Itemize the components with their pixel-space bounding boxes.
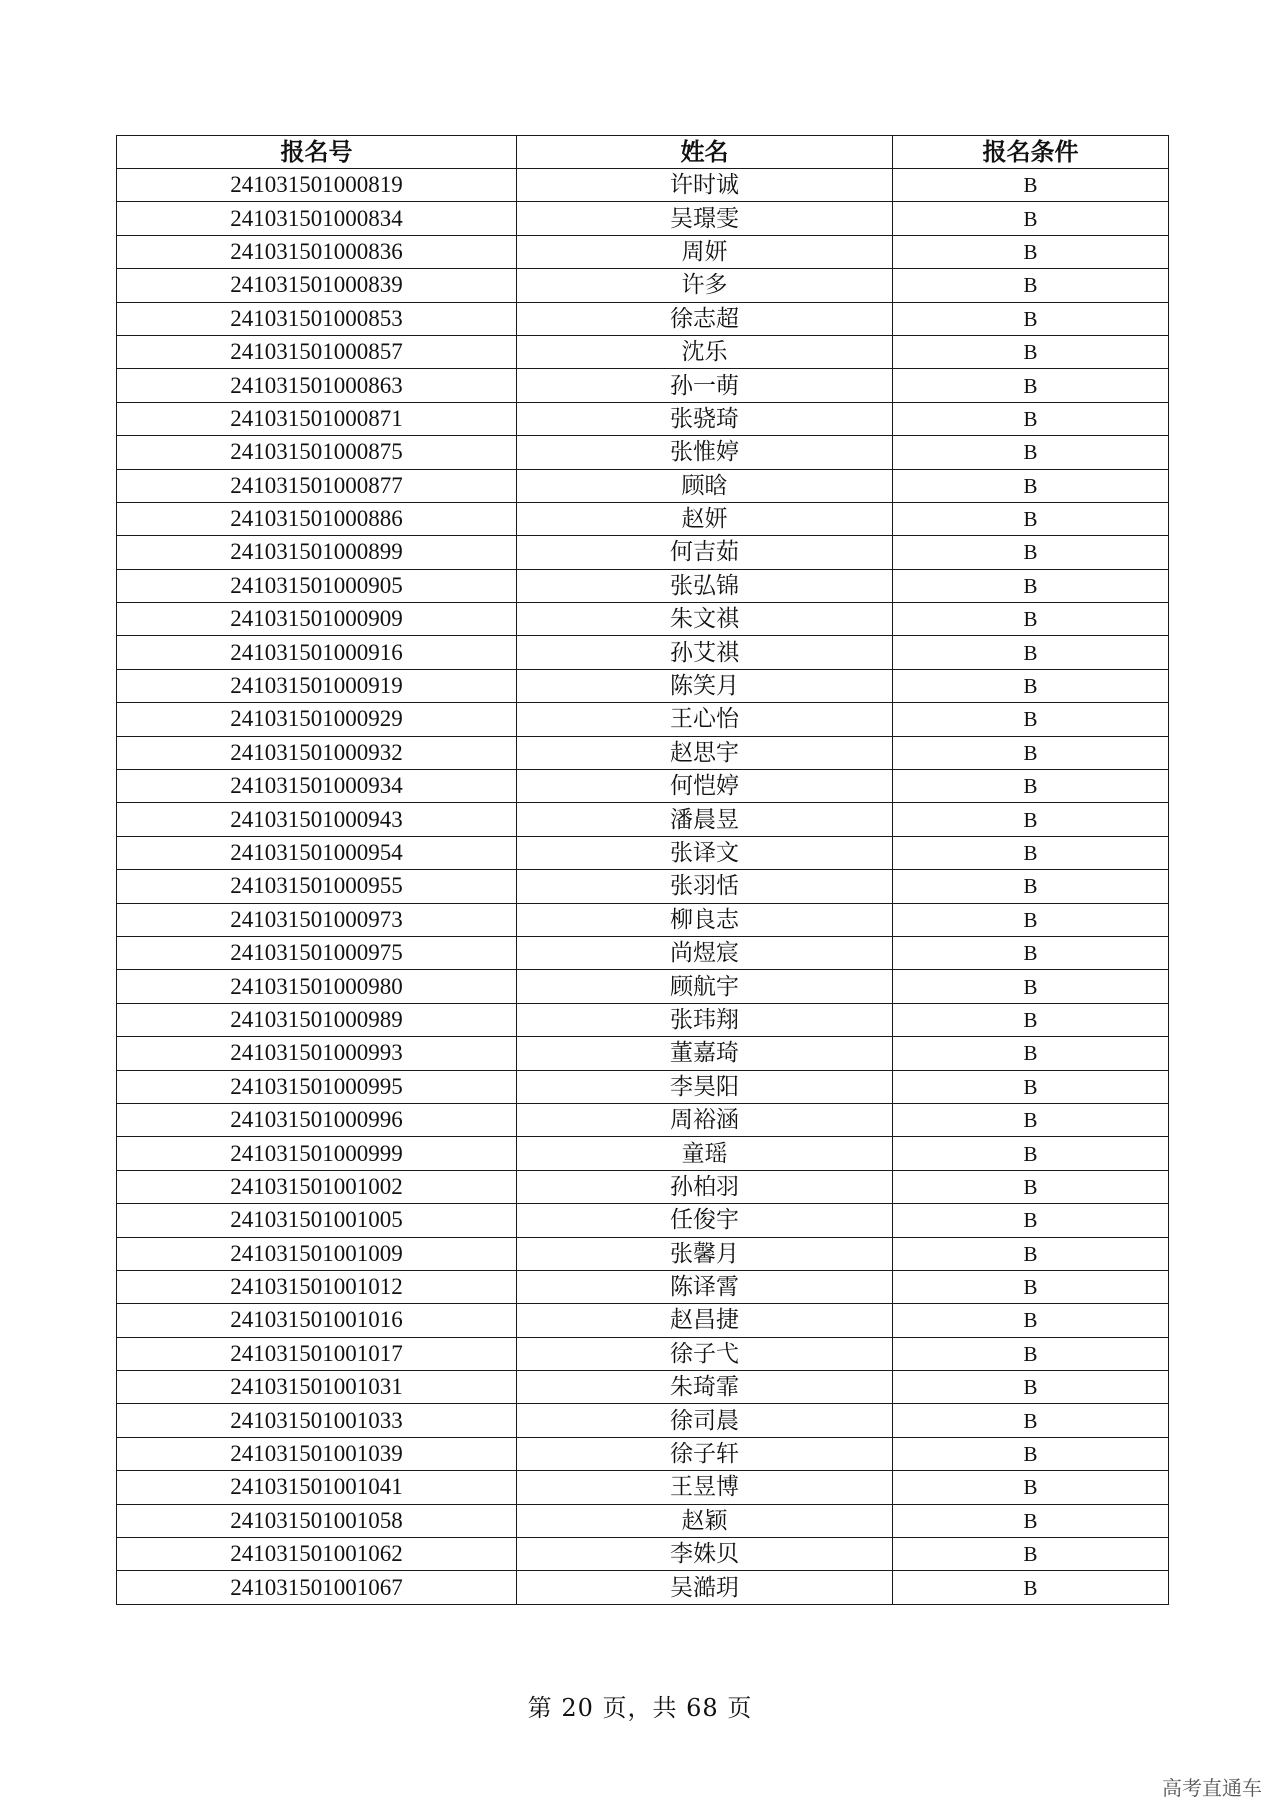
condition-cell: B	[893, 1471, 1169, 1504]
footer-total-pages: 68	[686, 1694, 719, 1722]
name-cell: 王心怡	[517, 703, 893, 736]
table-row	[117, 903, 1169, 936]
condition-cell: B	[893, 402, 1169, 435]
condition-cell: B	[893, 770, 1169, 803]
registration-no-cell: 241031501000875	[117, 436, 517, 469]
registration-no-cell: 241031501000819	[117, 169, 517, 202]
registration-no-cell: 241031501000934	[117, 770, 517, 803]
name-cell: 李昊阳	[517, 1070, 893, 1103]
table-row	[117, 703, 1169, 736]
table-row	[117, 970, 1169, 1003]
registration-no-cell: 241031501001062	[117, 1538, 517, 1571]
name-cell: 周裕涵	[517, 1103, 893, 1136]
name-cell: 何吉茹	[517, 536, 893, 569]
watermark-text: 高考直通车	[1162, 1776, 1262, 1800]
name-cell: 许时诚	[517, 169, 893, 202]
name-cell: 张羽恬	[517, 870, 893, 903]
table-row	[117, 369, 1169, 402]
registration-no-cell: 241031501000909	[117, 603, 517, 636]
registration-no-cell: 241031501000839	[117, 269, 517, 302]
table-row	[117, 870, 1169, 903]
table-row	[117, 936, 1169, 969]
condition-cell: B	[893, 569, 1169, 602]
name-cell: 张译文	[517, 836, 893, 869]
name-cell: 李姝贝	[517, 1538, 893, 1571]
condition-cell: B	[893, 870, 1169, 903]
condition-cell: B	[893, 369, 1169, 402]
condition-cell: B	[893, 1404, 1169, 1437]
table-row	[117, 269, 1169, 302]
condition-cell: B	[893, 1170, 1169, 1203]
table-row	[117, 436, 1169, 469]
table-row	[117, 1538, 1169, 1571]
table-row	[117, 1037, 1169, 1070]
name-cell: 徐志超	[517, 302, 893, 335]
condition-cell: B	[893, 736, 1169, 769]
condition-cell: B	[893, 636, 1169, 669]
registration-table	[116, 135, 1169, 1605]
column-header-condition: 报名条件	[893, 136, 1169, 169]
name-cell: 张弘锦	[517, 569, 893, 602]
name-cell: 张玮翔	[517, 1003, 893, 1036]
registration-no-cell: 241031501000916	[117, 636, 517, 669]
table-header-row	[117, 136, 1169, 169]
registration-no-cell: 241031501000886	[117, 502, 517, 535]
condition-cell: B	[893, 169, 1169, 202]
footer-middle: 页，共	[602, 1694, 678, 1722]
name-cell: 王昱博	[517, 1471, 893, 1504]
registration-no-cell: 241031501001017	[117, 1337, 517, 1370]
condition-cell: B	[893, 202, 1169, 235]
table-row	[117, 469, 1169, 502]
name-cell: 陈译霄	[517, 1270, 893, 1303]
footer-suffix: 页	[727, 1694, 753, 1722]
name-cell: 赵思宇	[517, 736, 893, 769]
name-cell: 任俊宇	[517, 1204, 893, 1237]
condition-cell: B	[893, 1304, 1169, 1337]
table-row	[117, 1304, 1169, 1337]
name-cell: 沈乐	[517, 335, 893, 368]
table-row	[117, 1270, 1169, 1303]
table-row	[117, 335, 1169, 368]
registration-no-cell: 241031501001058	[117, 1504, 517, 1537]
name-cell: 吴璟雯	[517, 202, 893, 235]
table-row	[117, 636, 1169, 669]
name-cell: 赵妍	[517, 502, 893, 535]
condition-cell: B	[893, 469, 1169, 502]
table-row	[117, 736, 1169, 769]
condition-cell: B	[893, 836, 1169, 869]
name-cell: 徐司晨	[517, 1404, 893, 1437]
name-cell: 尚煜宸	[517, 936, 893, 969]
table-row	[117, 1504, 1169, 1537]
table-row	[117, 770, 1169, 803]
table-row	[117, 1237, 1169, 1270]
table-row	[117, 603, 1169, 636]
registration-no-cell: 241031501001031	[117, 1371, 517, 1404]
registration-no-cell: 241031501001039	[117, 1437, 517, 1470]
registration-no-cell: 241031501000943	[117, 803, 517, 836]
name-cell: 张馨月	[517, 1237, 893, 1270]
table-row	[117, 1371, 1169, 1404]
registration-no-cell: 241031501000995	[117, 1070, 517, 1103]
condition-cell: B	[893, 603, 1169, 636]
condition-cell: B	[893, 1103, 1169, 1136]
registration-no-cell: 241031501000905	[117, 569, 517, 602]
registration-no-cell: 241031501001012	[117, 1270, 517, 1303]
name-cell: 柳良志	[517, 903, 893, 936]
registration-no-cell: 241031501000857	[117, 335, 517, 368]
registration-no-cell: 241031501000836	[117, 235, 517, 268]
registration-no-cell: 241031501000999	[117, 1137, 517, 1170]
name-cell: 孙一萌	[517, 369, 893, 402]
page-number-footer	[0, 1688, 1280, 1723]
name-cell: 赵颖	[517, 1504, 893, 1537]
name-cell: 孙柏羽	[517, 1170, 893, 1203]
registration-no-cell: 241031501001005	[117, 1204, 517, 1237]
condition-cell: B	[893, 1037, 1169, 1070]
condition-cell: B	[893, 302, 1169, 335]
name-cell: 何恺婷	[517, 770, 893, 803]
condition-cell: B	[893, 936, 1169, 969]
table-row	[117, 1337, 1169, 1370]
name-cell: 张骁琦	[517, 402, 893, 435]
column-header-registration-no: 报名号	[117, 136, 517, 169]
registration-no-cell: 241031501000899	[117, 536, 517, 569]
registration-no-cell: 241031501000980	[117, 970, 517, 1003]
registration-no-cell: 241031501000954	[117, 836, 517, 869]
table-row	[117, 1571, 1169, 1604]
registration-no-cell: 241031501000996	[117, 1103, 517, 1136]
condition-cell: B	[893, 1504, 1169, 1537]
registration-no-cell: 241031501001041	[117, 1471, 517, 1504]
table-row	[117, 169, 1169, 202]
condition-cell: B	[893, 669, 1169, 702]
registration-no-cell: 241031501001033	[117, 1404, 517, 1437]
table-row	[117, 402, 1169, 435]
table-row	[117, 1137, 1169, 1170]
condition-cell: B	[893, 970, 1169, 1003]
registration-no-cell: 241031501000955	[117, 870, 517, 903]
name-cell: 朱文祺	[517, 603, 893, 636]
condition-cell: B	[893, 335, 1169, 368]
condition-cell: B	[893, 703, 1169, 736]
table-row	[117, 1471, 1169, 1504]
registration-no-cell: 241031501000919	[117, 669, 517, 702]
condition-cell: B	[893, 1270, 1169, 1303]
condition-cell: B	[893, 436, 1169, 469]
name-cell: 潘晨昱	[517, 803, 893, 836]
name-cell: 朱琦霏	[517, 1371, 893, 1404]
table-body	[117, 169, 1169, 1605]
registration-no-cell: 241031501000989	[117, 1003, 517, 1036]
table-row	[117, 1437, 1169, 1470]
registration-no-cell: 241031501000863	[117, 369, 517, 402]
registration-no-cell: 241031501000929	[117, 703, 517, 736]
registration-no-cell: 241031501000877	[117, 469, 517, 502]
table-row	[117, 569, 1169, 602]
table-row	[117, 669, 1169, 702]
table-row	[117, 202, 1169, 235]
registration-no-cell: 241031501001016	[117, 1304, 517, 1337]
condition-cell: B	[893, 1571, 1169, 1604]
registration-no-cell: 241031501000975	[117, 936, 517, 969]
name-cell: 董嘉琦	[517, 1037, 893, 1070]
name-cell: 顾晗	[517, 469, 893, 502]
condition-cell: B	[893, 1237, 1169, 1270]
name-cell: 童瑶	[517, 1137, 893, 1170]
condition-cell: B	[893, 1437, 1169, 1470]
name-cell: 徐子弋	[517, 1337, 893, 1370]
condition-cell: B	[893, 1337, 1169, 1370]
name-cell: 许多	[517, 269, 893, 302]
table-row	[117, 536, 1169, 569]
table-row	[117, 235, 1169, 268]
registration-no-cell: 241031501001009	[117, 1237, 517, 1270]
condition-cell: B	[893, 269, 1169, 302]
condition-cell: B	[893, 1070, 1169, 1103]
table-row	[117, 502, 1169, 535]
name-cell: 吴澔玥	[517, 1571, 893, 1604]
table-row	[117, 1170, 1169, 1203]
column-header-name: 姓名	[517, 136, 893, 169]
registration-no-cell: 241031501000993	[117, 1037, 517, 1070]
table-row	[117, 302, 1169, 335]
name-cell: 孙艾祺	[517, 636, 893, 669]
table-row	[117, 836, 1169, 869]
condition-cell: B	[893, 1538, 1169, 1571]
condition-cell: B	[893, 235, 1169, 268]
name-cell: 顾航宇	[517, 970, 893, 1003]
registration-no-cell: 241031501000853	[117, 302, 517, 335]
footer-current-page: 20	[561, 1694, 594, 1722]
table-row	[117, 1003, 1169, 1036]
condition-cell: B	[893, 536, 1169, 569]
table-row	[117, 1204, 1169, 1237]
footer-prefix: 第	[527, 1694, 553, 1722]
registration-no-cell: 241031501000834	[117, 202, 517, 235]
condition-cell: B	[893, 903, 1169, 936]
condition-cell: B	[893, 502, 1169, 535]
registration-no-cell: 241031501000973	[117, 903, 517, 936]
name-cell: 徐子轩	[517, 1437, 893, 1470]
registration-no-cell: 241031501001067	[117, 1571, 517, 1604]
name-cell: 赵昌捷	[517, 1304, 893, 1337]
registration-no-cell: 241031501000871	[117, 402, 517, 435]
registration-no-cell: 241031501001002	[117, 1170, 517, 1203]
condition-cell: B	[893, 1137, 1169, 1170]
condition-cell: B	[893, 803, 1169, 836]
registration-no-cell: 241031501000932	[117, 736, 517, 769]
name-cell: 周妍	[517, 235, 893, 268]
name-cell: 张惟婷	[517, 436, 893, 469]
condition-cell: B	[893, 1003, 1169, 1036]
table-row	[117, 1070, 1169, 1103]
table-row	[117, 1103, 1169, 1136]
condition-cell: B	[893, 1204, 1169, 1237]
name-cell: 陈笑月	[517, 669, 893, 702]
condition-cell: B	[893, 1371, 1169, 1404]
table-row	[117, 1404, 1169, 1437]
table-row	[117, 803, 1169, 836]
